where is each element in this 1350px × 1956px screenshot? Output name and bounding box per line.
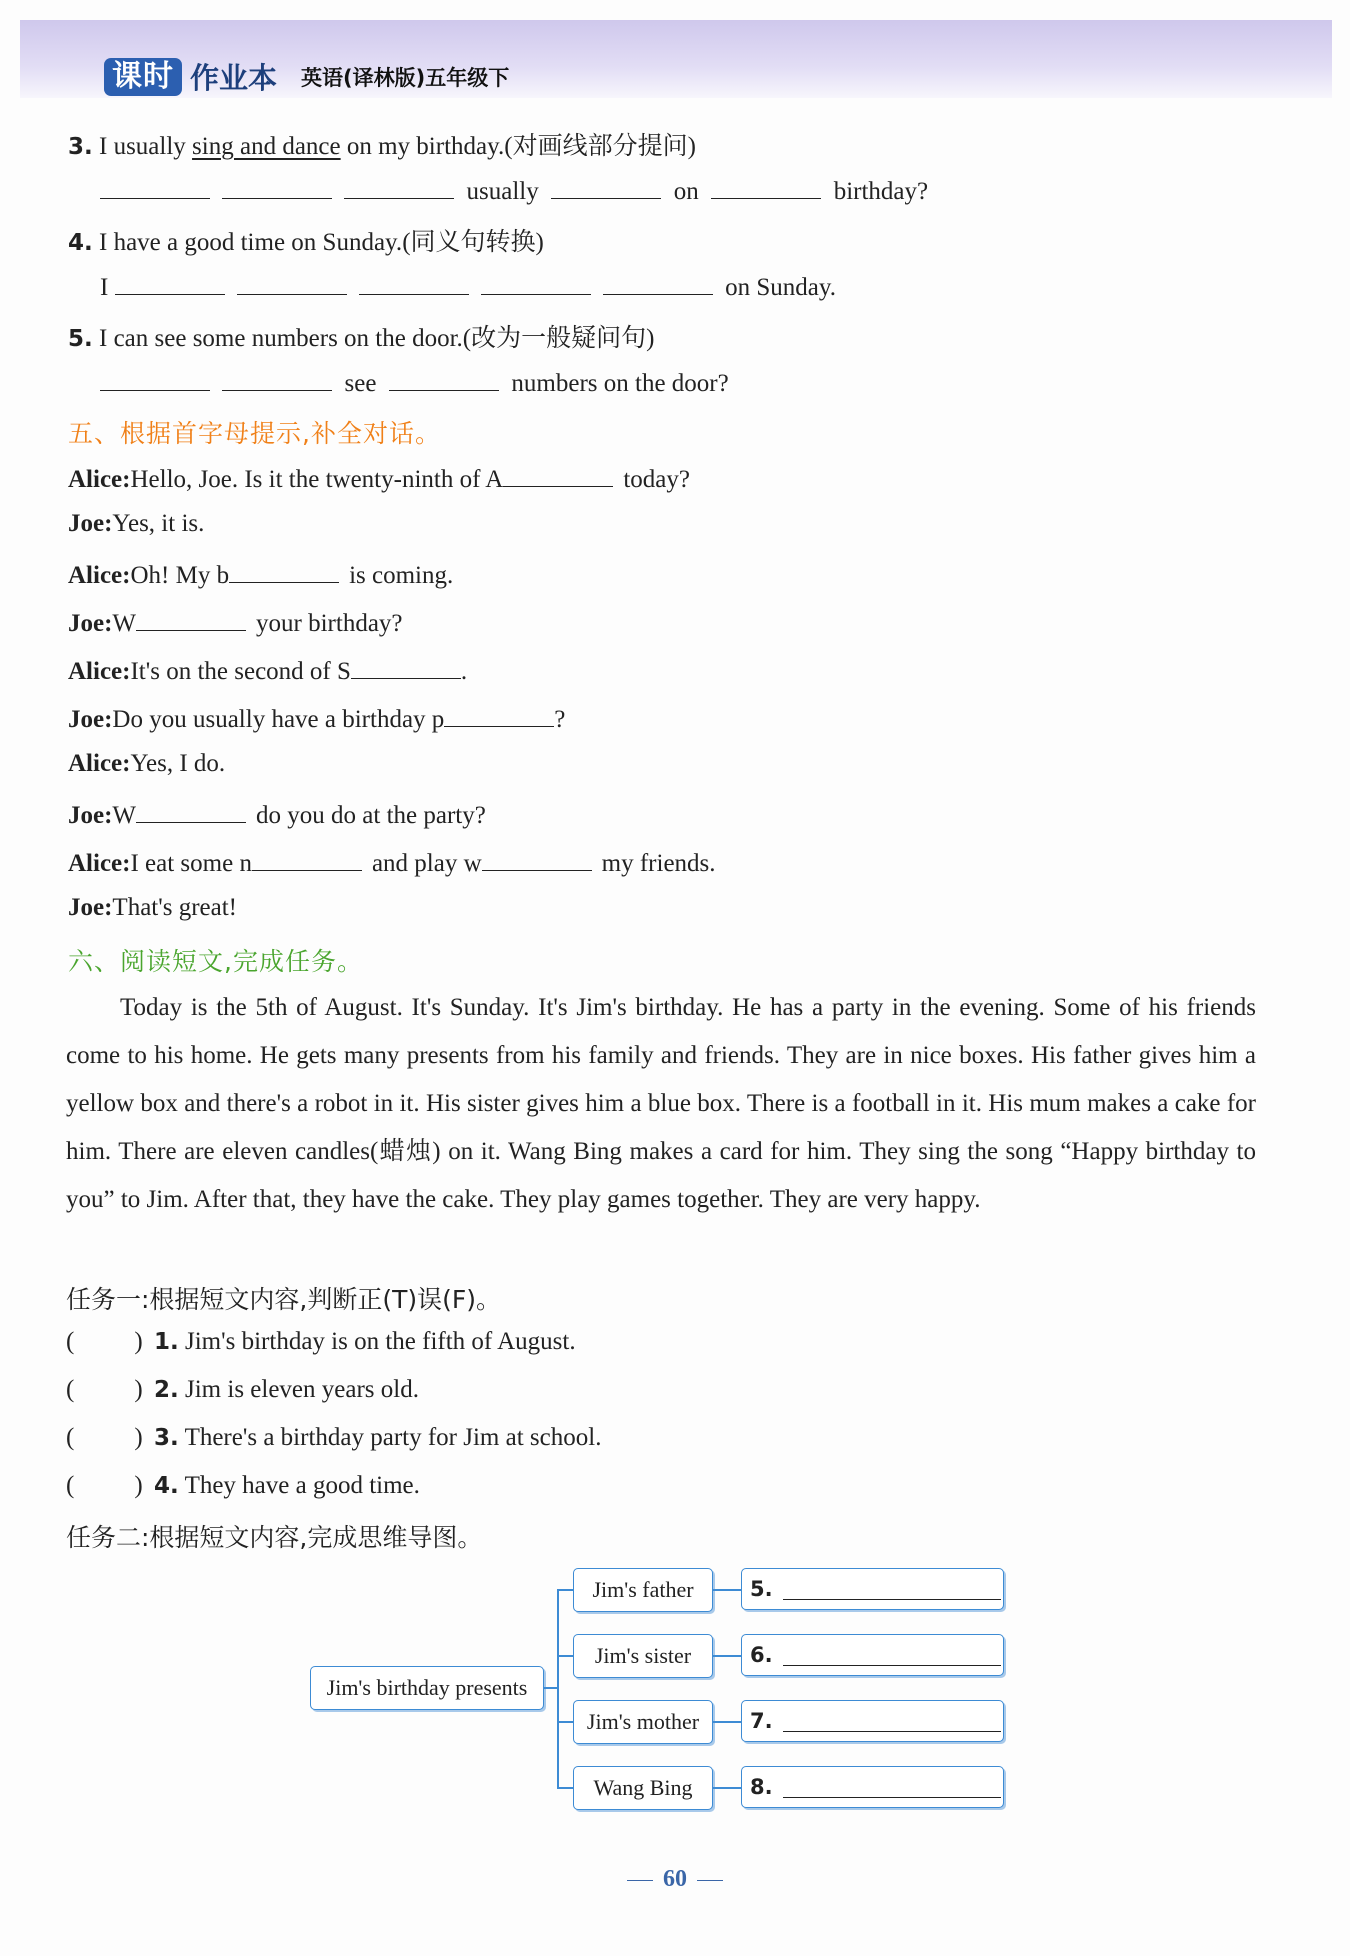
answer-blank[interactable] [100, 366, 210, 391]
dialogue-line [68, 606, 403, 638]
dialogue-text: Yes, it is. [112, 510, 205, 537]
dialogue-line [68, 510, 204, 538]
answer-blank[interactable] [252, 846, 362, 871]
answer-blank[interactable] [444, 702, 554, 727]
dialogue-line [68, 462, 690, 494]
connector-line [713, 1787, 741, 1789]
brand-logo: 课时 [104, 58, 182, 96]
brand-name: 作业本 [190, 61, 278, 95]
connector-line [557, 1589, 573, 1591]
answer-blank[interactable] [783, 1777, 1001, 1798]
answer-line-5: see numbers on the door? [100, 366, 729, 398]
section-5-title: 五、根据首字母提示,补全对话。 [68, 419, 441, 448]
page-number: 60 [0, 1866, 1350, 1893]
instruction-note: (同义句转换) [402, 229, 544, 256]
answer-line-3: usually on birthday? [100, 174, 928, 206]
mind-map-branch: Jim's sister [573, 1634, 713, 1678]
answer-blank[interactable] [229, 558, 339, 583]
mind-map-root: Jim's birthday presents [310, 1666, 544, 1710]
dialogue-line [68, 654, 467, 686]
instruction-note: (改为一般疑问句) [462, 325, 655, 352]
dialogue-text: Do you usually have a birthday p [112, 706, 445, 733]
reading-passage: Today is the 5th of August. It's Sunday. It's Jim's birthday. He has a party in the evening. Some of his friends come to his home. He gets many presents from his family and friends. They are in nice boxes. His father gives him a yellow box and there's a robot in it. His sister gives him a blue box. There is a football in it. His mum makes a cake for him. There are eleven candles(蜡烛) on it. Wang Bing makes a card for him. They sing the song “Happy birthday to you” to Jim. After that, they have the cake. They play games together. They are very happy. [66, 994, 1256, 1213]
tf-item: ( ) 2. Jim is eleven years old. [66, 1376, 419, 1403]
answer-blank[interactable] [711, 174, 821, 199]
dialogue-text: my friends. [601, 850, 716, 877]
speaker-name: Alice: [68, 562, 131, 589]
answer-paren[interactable]: ( ) [66, 1472, 143, 1499]
dialogue-line [68, 558, 453, 590]
mind-map-branch: Jim's mother [573, 1700, 713, 1744]
dialogue-text: Hello, Joe. Is it the twenty-ninth of A [130, 466, 504, 493]
dialogue-text: your birthday? [256, 610, 403, 637]
dialogue-line [68, 846, 716, 878]
answer-blank[interactable] [481, 270, 591, 295]
answer-blank[interactable] [222, 174, 332, 199]
question-5: 5. I can see some numbers on the door.(改为一般疑问句) [68, 325, 655, 352]
question-3: 3. I usually sing and dance on my birthday.(对画线部分提问) [68, 133, 696, 160]
section-6-title: 六、阅读短文,完成任务。 [68, 947, 363, 976]
question-4: 4. I have a good time on Sunday.(同义句转换) [68, 229, 544, 256]
connector-line [557, 1590, 559, 1787]
answer-paren[interactable]: ( ) [66, 1424, 143, 1451]
speaker-name: Joe: [68, 894, 113, 921]
dialogue-text: W [112, 610, 137, 637]
answer-blank[interactable] [783, 1579, 1001, 1600]
mind-map-branch: Wang Bing [573, 1766, 713, 1810]
answer-blank[interactable] [222, 366, 332, 391]
answer-blank[interactable] [503, 462, 613, 487]
answer-blank[interactable] [136, 606, 246, 631]
connector-line [557, 1655, 573, 1657]
dialogue-text: That's great! [112, 894, 238, 921]
answer-paren[interactable]: ( ) [66, 1328, 143, 1355]
dialogue-text: do you do at the party? [256, 802, 486, 829]
answer-blank[interactable] [389, 366, 499, 391]
underlined-phrase: sing and dance [192, 133, 341, 160]
dialogue-text: Oh! My b [130, 562, 230, 589]
answer-blank[interactable] [115, 270, 225, 295]
answer-blank[interactable] [136, 798, 246, 823]
speaker-name: Alice: [68, 750, 131, 777]
answer-blank[interactable] [783, 1711, 1001, 1732]
dialogue-text: It's on the second of S [130, 658, 351, 685]
answer-blank[interactable] [351, 654, 461, 679]
speaker-name: Alice: [68, 850, 131, 877]
speaker-name: Joe: [68, 802, 113, 829]
connector-line [713, 1589, 741, 1591]
tf-item: ( ) 4. They have a good time. [66, 1472, 420, 1499]
speaker-name: Alice: [68, 466, 131, 493]
speaker-name: Joe: [68, 510, 113, 537]
answer-paren[interactable]: ( ) [66, 1376, 143, 1403]
answer-blank[interactable] [783, 1645, 1001, 1666]
header-brand [104, 56, 509, 97]
book-subtitle: 英语(译林版)五年级下 [301, 65, 510, 90]
instruction-note: (对画线部分提问) [504, 133, 696, 160]
mind-map-answer-box[interactable]: 7. [741, 1700, 1004, 1742]
answer-blank[interactable] [344, 174, 454, 199]
answer-blank[interactable] [603, 270, 713, 295]
dialogue-text: W [112, 802, 137, 829]
speaker-name: Alice: [68, 658, 131, 685]
dialogue-text: I eat some n [130, 850, 252, 877]
connector-line [557, 1721, 573, 1723]
tf-item: ( ) 3. There's a birthday party for Jim at school. [66, 1424, 602, 1451]
answer-blank[interactable] [551, 174, 661, 199]
speaker-name: Joe: [68, 706, 113, 733]
connector-line [713, 1721, 741, 1723]
dialogue-text: and play w [371, 850, 482, 877]
answer-blank[interactable] [237, 270, 347, 295]
connector-line [557, 1787, 573, 1789]
dialogue-line [68, 798, 486, 830]
dialogue-text: ? [554, 706, 566, 733]
answer-blank[interactable] [100, 174, 210, 199]
tf-item: ( ) 1. Jim's birthday is on the fifth of August. [66, 1328, 576, 1355]
mind-map-answer-box[interactable]: 5. [741, 1568, 1004, 1610]
answer-line-4: I on Sunday. [100, 270, 836, 302]
dialogue-line [68, 702, 565, 734]
answer-blank[interactable] [359, 270, 469, 295]
dialogue-line [68, 750, 225, 778]
speaker-name: Joe: [68, 610, 113, 637]
task-1-title: 任务一:根据短文内容,判断正(T)误(F)。 [66, 1285, 502, 1314]
dialogue-text: Yes, I do. [130, 750, 226, 777]
mind-map-branch: Jim's father [573, 1568, 713, 1612]
dialogue-line [68, 894, 237, 922]
connector-line [713, 1655, 741, 1657]
answer-blank[interactable] [482, 846, 592, 871]
dialogue-text: today? [623, 466, 690, 493]
connector-line [543, 1687, 557, 1689]
dialogue-text: is coming. [349, 562, 454, 589]
dialogue-text: . [460, 658, 468, 685]
mind-map-answer-box[interactable]: 8. [741, 1766, 1004, 1808]
task-2-title: 任务二:根据短文内容,完成思维导图。 [66, 1523, 483, 1552]
mind-map-answer-box[interactable]: 6. [741, 1634, 1004, 1676]
